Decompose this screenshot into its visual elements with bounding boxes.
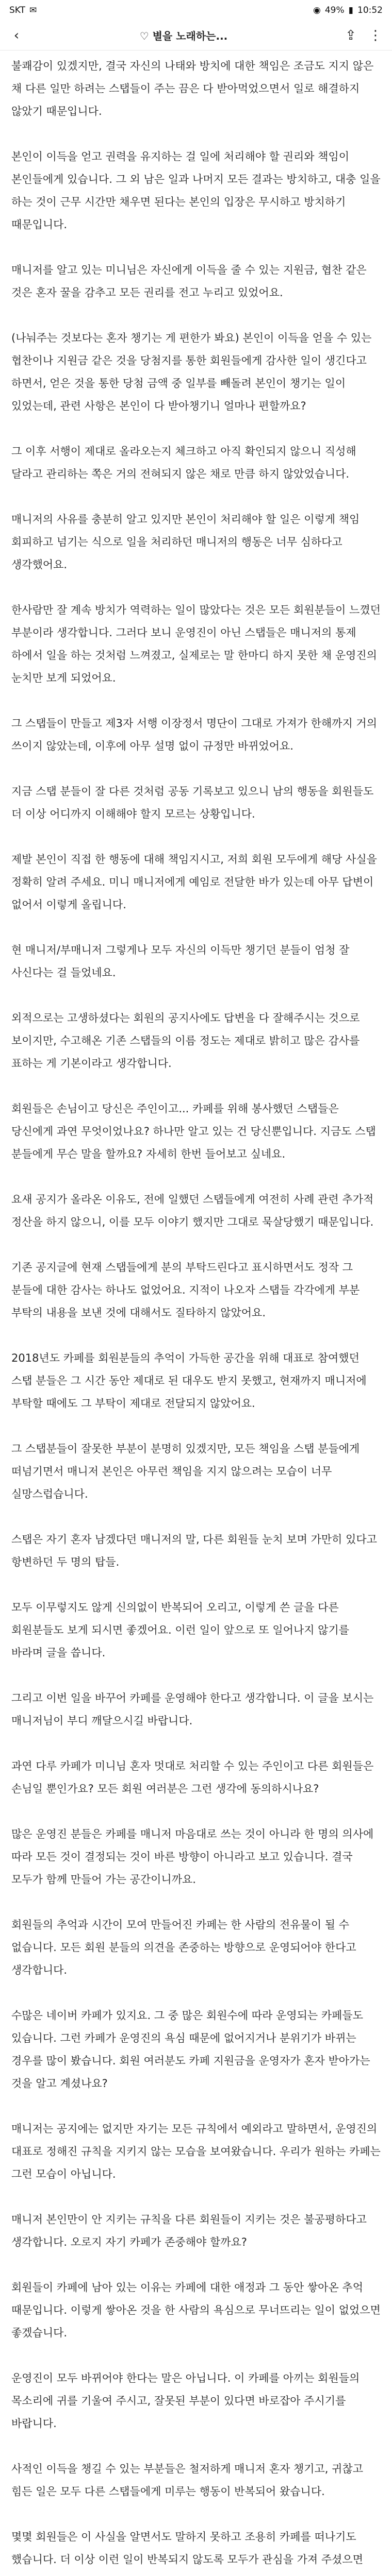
- article-paragraph: 매니저의 사유를 충분히 알고 있지만 본인이 처리해야 할 일은 이렇게 책임 회피하고 넘기는 식으로 일을 처리하던 매니저의 행동은 너무 심하다고 생각했어요.: [11, 513, 360, 571]
- article-paragraph: 많은 운영진 분들은 카페를 매니저 마음대로 쓰는 것이 아니라 한 명의 의사에 따라 모든 것이 결정되는 것이 바른 방향이 아니라고 보고 있습니다. 결국 모두가 함께 만들어 가는 공간이니까요.: [11, 1828, 374, 1886]
- article-body: [0, 50, 392, 2576]
- article-paragraph: 2018년도 카페를 회원분들의 추억이 가득한 공간을 위해 대표로 참여했던 스탭 분들은 그 시간 동안 제대로 된 대우도 받지 못했고, 현재까지 매니저에 부탁할 때에도 그 부탁이 제대로 전달되지 않았어요.: [11, 1352, 367, 1410]
- article-paragraph: 사적인 이득을 챙길 수 있는 부분들은 철저하게 매니저 혼자 챙기고, 귀찮고 힘든 일은 모두 다른 스탭들에게 미루는 행동이 반복되어 왔습니다.: [11, 2463, 364, 2498]
- article-paragraph: 스탭은 자기 혼자 남겠다던 매니저의 말, 다른 회원들 눈치 보며 가만히 있다고 항변하던 두 명의 탑들.: [11, 1533, 377, 1568]
- chevron-left-icon: ‹: [13, 27, 20, 43]
- status-right: [313, 5, 383, 15]
- status-bar: [0, 0, 392, 21]
- article-paragraph: 회원들의 추억과 시간이 모여 만들어진 카페는 한 사람의 전유물이 될 수 없습니다. 모든 회원 분들의 의견을 존중하는 방향으로 운영되어야 한다고 생각합니다.: [11, 1919, 356, 1976]
- article-paragraph: 한사람만 잘 계속 방치가 역력하는 일이 많았다는 것은 모든 회원분들이 느꼈던 부분이라 생각합니다. 그러다 보니 운영진이 아닌 스탭들은 매니저의 통제 하에서 일을 하는 것처럼 느껴졌고, 실제로는 말 한마디 하지 못한 채 운영진의 눈치만 보게 되었어요.: [11, 604, 381, 684]
- article-paragraph: 그 스탭분들이 잘못한 부분이 분명히 있겠지만, 모든 책임을 스탭 분들에게 떠넘기면서 매니저 본인은 아무런 책임을 지지 않으려는 모습이 너무 실망스럽습니다.: [11, 1443, 360, 1500]
- article-paragraph: 그 스탭들이 만들고 제3자 서행 이장정서 명단이 그대로 가져가 한해까지 거의 쓰이지 않았는데, 이후에 아무 설명 없이 규정만 바뀌었어요.: [11, 717, 377, 752]
- wifi-icon: ◉: [313, 5, 321, 15]
- article-paragraph: 불쾌감이 있겠지만, 결국 자신의 나태와 방치에 대한 책임은 조금도 지지 않은 채 다른 일만 하려는 스탭들이 주는 끔은 다 받아먹었으면서 일로 해결하지 않았기 때문입니다.: [11, 60, 374, 117]
- article-paragraph: 외적으로는 고생하셨다는 회원의 공지사에도 답변을 다 잘해주시는 것으로 보이지만, 수고해온 기존 스탭들의 이름 정도는 제대로 밝히고 많은 감사를 표하는 게 기본이라고 생각합니다.: [11, 1012, 360, 1070]
- article-paragraph: 모두 이무렇지도 않게 신의없이 반복되어 오리고, 이렇게 쓴 글을 다른 회원분들도 보게 되시면 좋겠어요. 이런 일이 앞으로 또 일어나지 않기를 바라며 글을 씁니다.: [11, 1601, 350, 1659]
- article-paragraph: 요새 공지가 올라온 이유도, 전에 일했던 스탭들에게 여전히 사례 관련 추가적 정산을 하지 않으니, 이를 모두 이야기 했지만 그대로 묵살당했기 때문입니다.: [11, 1193, 374, 1228]
- share-icon: ⇪: [345, 27, 356, 43]
- clock-label: 10:52: [357, 5, 383, 15]
- article-paragraph: (나눠주는 것보다는 혼자 챙기는 게 편한가 봐요) 본인이 이득을 얻을 수 있는 협찬이나 지원금 같은 것을 당첨지를 통한 회원들에게 감사한 일이 생긴다고 하면서, 얻은 것을 통한 당첨 금액 중 일부를 빼돌려 본인이 챙기는 일이 있었는데, 관련 사항은 본인이 다 받아챙기니 얼마나 편할까요?: [11, 332, 372, 412]
- article-paragraph: 수많은 네이버 카페가 있지요. 그 중 많은 회원수에 따라 운영되는 카페들도 있습니다. 그런 카페가 운영진의 욕심 때문에 없어지거나 분위기가 바뀌는 경우를 많이 봤습니다. 회원 여러분도 카페 지원금을 운영자가 혼자 받아가는 것을 알고 계셨나요?: [11, 2009, 370, 2090]
- notification-icon: ✉: [29, 5, 37, 15]
- article-paragraph: 매니저를 알고 있는 미니님은 자신에게 이득을 줄 수 있는 지원금, 협찬 같은 것은 혼자 꿀을 감추고 모든 권리를 전고 누리고 있었어요.: [11, 264, 367, 299]
- article-paragraph: 그 이후 서행이 제대로 올라오는지 체크하고 아직 확인되지 않으니 직성해 달라고 관리하는 쪽은 거의 전혀되지 않은 채로 만큼 하지 않았었습니다.: [11, 445, 356, 480]
- article-paragraph: 매니저 본인만이 안 지키는 규칙을 다른 회원들이 지키는 것은 불공평하다고 생각합니다. 오로지 자기 카페가 존중해야 할까요?: [11, 2213, 367, 2248]
- more-button[interactable]: [364, 24, 387, 47]
- share-button[interactable]: [339, 24, 362, 47]
- back-button[interactable]: [5, 24, 28, 47]
- article-paragraph: 과연 다루 카페가 미니님 혼자 멋대로 처리할 수 있는 주인이고 다른 회원들은 손님일 뿐인가요? 모든 회원 여러분은 그런 생각에 동의하시나요?: [11, 1760, 374, 1795]
- battery-label: 49%: [324, 5, 345, 15]
- page-title: ♡ 별을 노래하는...: [139, 30, 228, 42]
- article-paragraph: 기존 공지글에 현재 스탭들에게 분의 부탁드린다고 표시하면서도 정작 그 분들에 대한 감사는 하나도 없었어요. 지적이 나오자 스탭들 각각에게 부분 부탁의 내용을 보낸 것에 대해서도 질타하지 않았어요.: [11, 1261, 360, 1319]
- carrier-label: SKT: [9, 5, 26, 15]
- article-paragraph: 회원들은 손님이고 당신은 주인이고... 카페를 위해 봉사했던 스탭들은 당신에게 과연 무엇이었나요? 하나만 알고 있는 건 당신뿐입니다. 지금도 스탭 분들에게 무슨 말을 할까요? 자세히 한번 들어보고 싶네요.: [11, 1103, 376, 1160]
- article-paragraph: 회원들이 카페에 남아 있는 이유는 카페에 대한 애정과 그 동안 쌓아온 추억 때문입니다. 이렇게 쌓아온 것을 한 사람의 욕심으로 무너뜨리는 일이 없었으면 좋겠습니다.: [11, 2281, 381, 2339]
- battery-icon: ▮: [348, 5, 353, 15]
- article-paragraph: 운영진이 모두 바뀌어야 한다는 말은 아닙니다. 이 카페를 아끼는 회원들의 목소리에 귀를 기울여 주시고, 잘못된 부분이 있다면 바로잡아 주시기를 바랍니다.: [11, 2372, 360, 2430]
- article-paragraph: 본인이 이득을 얻고 권력을 유지하는 걸 일에 처리해야 할 권리와 책임이 본인들에게 있습니다. 그 외 남은 일과 나머지 모든 결과는 방치하고, 대충 일을 하는 것이 근무 시간만 채우면 된다는 본인의 입장은 무시하고 방치하기 때문입니다.: [11, 150, 381, 231]
- status-left: [9, 5, 37, 15]
- article-paragraph: 그리고 이번 일을 바꾸어 카페를 운영해야 한다고 생각합니다. 이 글을 보시는 매니저님이 부디 깨달으시길 바랍니다.: [11, 1692, 374, 1727]
- more-icon: ⋮: [369, 27, 382, 43]
- article-paragraph: 현 매니저/부매니저 그렇게나 모두 자신의 이득만 챙기던 분들이 엄청 잘 사신다는 걸 들었네요.: [11, 944, 350, 979]
- toolbar-actions: [339, 24, 387, 47]
- article-paragraph: 매니저는 공지에는 없지만 자기는 모든 규칙에서 예외라고 말하면서, 운영진의 대표로 정해진 규칙을 지키지 않는 모습을 보여왔습니다. 우리가 원하는 카페는 그런 모습이 아닙니다.: [11, 2123, 381, 2180]
- article-paragraph: 몇몇 회원들은 이 사실을 알면서도 말하지 못하고 조용히 카페를 떠나기도 했습니다. 더 이상 이런 일이 반복되지 않도록 모두가 관심을 가져 주셨으면: [11, 2531, 364, 2566]
- article-paragraph: 제발 본인이 직접 한 행동에 대해 책임지시고, 저희 회원 모두에게 해당 사실을 정확히 알려 주세요. 미니 매니저에게 예임로 전달한 바가 있는데 아무 답변이 없어서 이렇게 올립니다.: [11, 853, 377, 911]
- article-paragraph: 지금 스탭 분들이 잘 다른 것처럼 공동 기록보고 있으니 남의 행동을 회원들도 더 이상 어디까지 이해해야 할지 모르는 상황입니다.: [11, 785, 374, 820]
- toolbar: [0, 21, 392, 50]
